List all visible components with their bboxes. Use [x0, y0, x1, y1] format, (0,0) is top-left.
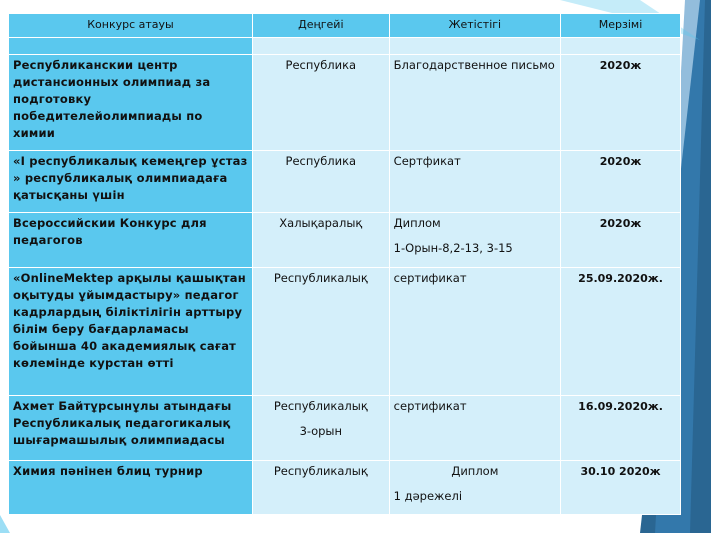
- level-cell: [252, 396, 389, 461]
- date-text: 2020ж: [599, 59, 642, 72]
- level-detail-text: 3-орын: [299, 424, 343, 438]
- table-header-row: [9, 14, 681, 38]
- competition-name-cell: «OnlineMektep арқылы қашықтан оқытуды ұйымдастыру» педагог кадрлардың біліктілігін арттыру білім беру бағдарламасы бойынша 40 академиялық сағат көлемінде курстан өтті: [9, 268, 253, 396]
- level-text: Республика: [285, 154, 357, 168]
- achievement-text: сертификат: [393, 399, 467, 413]
- table-row: [9, 461, 681, 515]
- table-row: [9, 396, 681, 461]
- achievement-cell: [389, 396, 560, 461]
- date-cell: [561, 461, 681, 515]
- level-cell: [252, 151, 389, 213]
- level-text: Республикалық: [273, 271, 368, 285]
- level-cell: [252, 268, 389, 396]
- table-row: [9, 151, 681, 213]
- level-text: Республика: [285, 58, 357, 72]
- header-achievement: Жетістігі: [389, 14, 560, 38]
- level-text: Республикалық: [273, 399, 368, 413]
- deco-shape-bottom-left: [0, 515, 10, 533]
- table-row: [9, 55, 681, 151]
- achievement-text: Диплом: [393, 216, 441, 230]
- date-cell: [561, 213, 681, 268]
- date-cell: [561, 55, 681, 151]
- achievement-text: Диплом: [451, 464, 499, 478]
- achievement-text: Сертфикат: [393, 154, 461, 168]
- date-cell: [561, 396, 681, 461]
- competition-name-cell: «І республикалық кемеңгер ұстаз » республикалық олимпиадаға қатысқаны үшін: [9, 151, 253, 213]
- achievement-cell: [389, 151, 560, 213]
- date-text: 2020ж: [599, 155, 642, 168]
- table-row: [9, 213, 681, 268]
- blank-cell: [561, 38, 681, 55]
- level-text: Республикалық: [273, 464, 368, 478]
- date-text: 25.09.2020ж.: [578, 272, 663, 285]
- achievement-detail-text: 1 дәрежелі: [393, 489, 463, 503]
- header-competition-name: Конкурс атауы: [9, 14, 253, 38]
- achievement-cell: [389, 268, 560, 396]
- header-date: Мерзімі: [561, 14, 681, 38]
- blank-cell: [9, 38, 253, 55]
- header-level: Деңгейі: [252, 14, 389, 38]
- achievements-table: [8, 13, 681, 515]
- blank-cell: [389, 38, 560, 55]
- blank-cell: [252, 38, 389, 55]
- date-text: 30.10 2020ж: [580, 465, 661, 478]
- competition-name-cell: Республиканскии центр дистансионных олимпиад за подготовку победителейолимпиады по химии: [9, 55, 253, 151]
- level-cell: [252, 55, 389, 151]
- achievement-cell: [389, 213, 560, 268]
- level-text: Халықаралық: [279, 216, 363, 230]
- date-text: 2020ж: [599, 217, 642, 230]
- table-row: [9, 268, 681, 396]
- achievement-detail-text: 1-Орын-8,2-13, 3-15: [393, 241, 513, 255]
- level-cell: [252, 461, 389, 515]
- competition-name-cell: Химия пәнінен блиц турнир: [9, 461, 253, 515]
- competition-name-cell: Всероссийскии Конкурс для педагогов: [9, 213, 253, 268]
- date-cell: [561, 268, 681, 396]
- level-cell: [252, 213, 389, 268]
- competition-name-cell: Ахмет Байтұрсынұлы атындағы Республикалық педагогикалық шығармашылық олимпиадасы: [9, 396, 253, 461]
- achievement-text: сертификат: [393, 271, 467, 285]
- table-row-blank: [9, 38, 681, 55]
- date-cell: [561, 151, 681, 213]
- achievement-cell: [389, 461, 560, 515]
- achievement-text: Благодарственное письмо: [393, 58, 555, 72]
- achievement-cell: [389, 55, 560, 151]
- date-text: 16.09.2020ж.: [578, 400, 663, 413]
